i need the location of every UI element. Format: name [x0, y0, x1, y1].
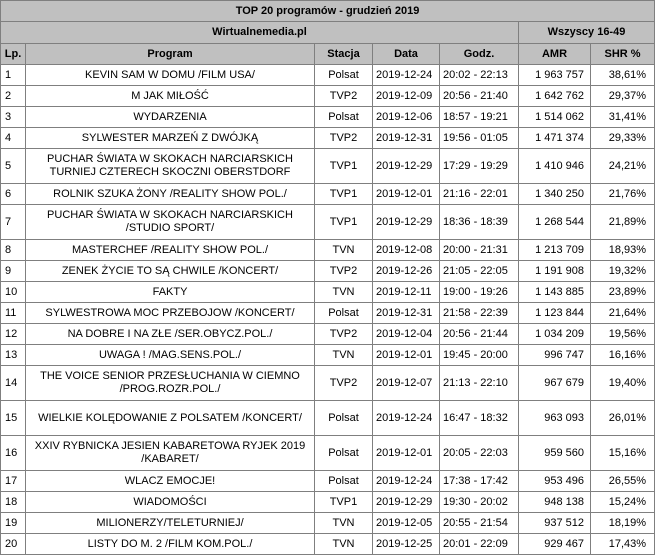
cell-time: 20:55 - 21:54 [440, 513, 519, 534]
cell-lp: 15 [1, 401, 26, 436]
table-row [1, 513, 655, 534]
cell-date: 2019-12-31 [373, 128, 440, 149]
cell-time: 20:56 - 21:40 [440, 86, 519, 107]
cell-station: Polsat [315, 436, 373, 471]
table-row [1, 492, 655, 513]
cell-amr: 948 138 [519, 492, 591, 513]
cell-date: 2019-12-05 [373, 513, 440, 534]
cell-lp: 14 [1, 366, 26, 401]
cell-shr: 21,76% [591, 184, 655, 205]
cell-time: 19:00 - 19:26 [440, 282, 519, 303]
cell-lp: 8 [1, 240, 26, 261]
cell-lp: 10 [1, 282, 26, 303]
column-header-station: Stacja [315, 44, 373, 65]
cell-amr: 1 410 946 [519, 149, 591, 184]
cell-shr: 19,40% [591, 366, 655, 401]
cell-time: 17:38 - 17:42 [440, 471, 519, 492]
cell-shr: 23,89% [591, 282, 655, 303]
cell-lp: 7 [1, 205, 26, 240]
cell-amr: 1 471 374 [519, 128, 591, 149]
cell-lp: 6 [1, 184, 26, 205]
table-row [1, 324, 655, 345]
target-group-label: Wszyscy 16-49 [519, 22, 655, 44]
table-row [1, 282, 655, 303]
table-row [1, 401, 655, 436]
cell-time: 17:29 - 19:29 [440, 149, 519, 184]
column-header-program: Program [26, 44, 315, 65]
cell-station: TVN [315, 282, 373, 303]
cell-shr: 15,24% [591, 492, 655, 513]
cell-date: 2019-12-07 [373, 366, 440, 401]
cell-shr: 29,33% [591, 128, 655, 149]
cell-lp: 13 [1, 345, 26, 366]
cell-station: TVP1 [315, 205, 373, 240]
cell-program: SYLWESTROWA MOC PRZEBOJOW /KONCERT/ [26, 303, 315, 324]
cell-program: KEVIN SAM W DOMU /FILM USA/ [26, 65, 315, 86]
cell-station: TVP2 [315, 86, 373, 107]
cell-date: 2019-12-24 [373, 471, 440, 492]
column-header-time: Godz. [440, 44, 519, 65]
cell-amr: 967 679 [519, 366, 591, 401]
cell-date: 2019-12-26 [373, 261, 440, 282]
cell-date: 2019-12-01 [373, 345, 440, 366]
cell-amr: 1 213 709 [519, 240, 591, 261]
cell-lp: 2 [1, 86, 26, 107]
cell-amr: 1 514 062 [519, 107, 591, 128]
cell-lp: 4 [1, 128, 26, 149]
cell-program: WLACZ EMOCJE! [26, 471, 315, 492]
cell-time: 21:16 - 22:01 [440, 184, 519, 205]
cell-date: 2019-12-01 [373, 436, 440, 471]
cell-program: M JAK MIŁOŚĆ [26, 86, 315, 107]
cell-program: WYDARZENIA [26, 107, 315, 128]
cell-lp: 20 [1, 534, 26, 555]
cell-station: Polsat [315, 107, 373, 128]
cell-amr: 996 747 [519, 345, 591, 366]
table-row [1, 261, 655, 282]
cell-amr: 959 560 [519, 436, 591, 471]
cell-shr: 26,55% [591, 471, 655, 492]
column-header-shr: SHR % [591, 44, 655, 65]
cell-time: 20:00 - 21:31 [440, 240, 519, 261]
cell-station: TVP1 [315, 149, 373, 184]
cell-date: 2019-12-29 [373, 149, 440, 184]
cell-amr: 1 642 762 [519, 86, 591, 107]
cell-shr: 19,56% [591, 324, 655, 345]
cell-date: 2019-12-29 [373, 205, 440, 240]
cell-station: Polsat [315, 65, 373, 86]
table-row [1, 128, 655, 149]
cell-program: UWAGA ! /MAG.SENS.POL./ [26, 345, 315, 366]
cell-station: TVP2 [315, 324, 373, 345]
cell-shr: 15,16% [591, 436, 655, 471]
cell-amr: 929 467 [519, 534, 591, 555]
cell-date: 2019-12-25 [373, 534, 440, 555]
column-header-amr: AMR [519, 44, 591, 65]
cell-shr: 18,93% [591, 240, 655, 261]
cell-date: 2019-12-01 [373, 184, 440, 205]
cell-lp: 5 [1, 149, 26, 184]
cell-time: 20:01 - 22:09 [440, 534, 519, 555]
cell-lp: 1 [1, 65, 26, 86]
cell-time: 18:36 - 18:39 [440, 205, 519, 240]
cell-program: LISTY DO M. 2 /FILM KOM.POL./ [26, 534, 315, 555]
cell-shr: 31,41% [591, 107, 655, 128]
cell-program: ROLNIK SZUKA ŻONY /REALITY SHOW POL./ [26, 184, 315, 205]
column-header-lp: Lp. [1, 44, 26, 65]
cell-station: Polsat [315, 303, 373, 324]
cell-date: 2019-12-31 [373, 303, 440, 324]
cell-shr: 24,21% [591, 149, 655, 184]
cell-shr: 18,19% [591, 513, 655, 534]
cell-time: 20:05 - 22:03 [440, 436, 519, 471]
cell-date: 2019-12-06 [373, 107, 440, 128]
cell-station: TVP2 [315, 366, 373, 401]
cell-station: TVP1 [315, 492, 373, 513]
cell-amr: 1 963 757 [519, 65, 591, 86]
cell-time: 21:13 - 22:10 [440, 366, 519, 401]
cell-lp: 16 [1, 436, 26, 471]
cell-date: 2019-12-24 [373, 401, 440, 436]
table-row [1, 86, 655, 107]
cell-station: TVN [315, 534, 373, 555]
cell-amr: 1 191 908 [519, 261, 591, 282]
table-row [1, 184, 655, 205]
cell-station: Polsat [315, 401, 373, 436]
source-label: Wirtualnemedia.pl [1, 22, 519, 44]
table-row [1, 436, 655, 471]
cell-shr: 16,16% [591, 345, 655, 366]
cell-station: TVN [315, 345, 373, 366]
table-row [1, 205, 655, 240]
table-row [1, 149, 655, 184]
cell-amr: 937 512 [519, 513, 591, 534]
table-row [1, 240, 655, 261]
cell-time: 19:45 - 20:00 [440, 345, 519, 366]
cell-time: 16:47 - 18:32 [440, 401, 519, 436]
cell-program: SYLWESTER MARZEŃ Z DWÓJKĄ [26, 128, 315, 149]
cell-program: MILIONERZY/TELETURNIEJ/ [26, 513, 315, 534]
cell-time: 20:56 - 21:44 [440, 324, 519, 345]
table-row [1, 534, 655, 555]
cell-shr: 26,01% [591, 401, 655, 436]
cell-lp: 9 [1, 261, 26, 282]
cell-program: FAKTY [26, 282, 315, 303]
cell-lp: 12 [1, 324, 26, 345]
cell-shr: 21,64% [591, 303, 655, 324]
cell-amr: 1 340 250 [519, 184, 591, 205]
table-row [1, 65, 655, 86]
cell-program: MASTERCHEF /REALITY SHOW POL./ [26, 240, 315, 261]
cell-time: 20:02 - 22:13 [440, 65, 519, 86]
cell-date: 2019-12-24 [373, 65, 440, 86]
cell-time: 21:05 - 22:05 [440, 261, 519, 282]
cell-station: TVN [315, 513, 373, 534]
cell-program: NA DOBRE I NA ZŁE /SER.OBYCZ.POL./ [26, 324, 315, 345]
cell-amr: 963 093 [519, 401, 591, 436]
cell-shr: 29,37% [591, 86, 655, 107]
cell-lp: 17 [1, 471, 26, 492]
cell-date: 2019-12-04 [373, 324, 440, 345]
table-row [1, 107, 655, 128]
cell-time: 18:57 - 19:21 [440, 107, 519, 128]
cell-shr: 17,43% [591, 534, 655, 555]
column-header-date: Data [373, 44, 440, 65]
cell-program: THE VOICE SENIOR PRZESŁUCHANIA W CIEMNO /PROG.ROZR.POL./ [26, 366, 315, 401]
cell-shr: 19,32% [591, 261, 655, 282]
cell-amr: 1 123 844 [519, 303, 591, 324]
cell-program: WIELKIE KOLĘDOWANIE Z POLSATEM /KONCERT/ [26, 401, 315, 436]
cell-station: TVP2 [315, 261, 373, 282]
table-row [1, 471, 655, 492]
table-row [1, 366, 655, 401]
cell-date: 2019-12-11 [373, 282, 440, 303]
cell-station: Polsat [315, 471, 373, 492]
cell-lp: 18 [1, 492, 26, 513]
cell-station: TVP1 [315, 184, 373, 205]
cell-time: 19:56 - 01:05 [440, 128, 519, 149]
cell-station: TVN [315, 240, 373, 261]
cell-time: 21:58 - 22:39 [440, 303, 519, 324]
cell-date: 2019-12-09 [373, 86, 440, 107]
cell-time: 19:30 - 20:02 [440, 492, 519, 513]
cell-lp: 19 [1, 513, 26, 534]
table-row [1, 345, 655, 366]
cell-lp: 11 [1, 303, 26, 324]
cell-program: WIADOMOŚCI [26, 492, 315, 513]
table-row [1, 303, 655, 324]
cell-amr: 1 268 544 [519, 205, 591, 240]
table-title: TOP 20 programów - grudzień 2019 [1, 1, 655, 22]
cell-shr: 21,89% [591, 205, 655, 240]
cell-date: 2019-12-08 [373, 240, 440, 261]
cell-lp: 3 [1, 107, 26, 128]
cell-amr: 953 496 [519, 471, 591, 492]
cell-station: TVP2 [315, 128, 373, 149]
cell-shr: 38,61% [591, 65, 655, 86]
cell-program: PUCHAR ŚWIATA W SKOKACH NARCIARSKICH /STUDIO SPORT/ [26, 205, 315, 240]
cell-amr: 1 143 885 [519, 282, 591, 303]
cell-program: ZENEK ŻYCIE TO SĄ CHWILE /KONCERT/ [26, 261, 315, 282]
cell-amr: 1 034 209 [519, 324, 591, 345]
cell-program: PUCHAR ŚWIATA W SKOKACH NARCIARSKICH TURNIEJ CZTERECH SKOCZNI OBERSTDORF [26, 149, 315, 184]
cell-date: 2019-12-29 [373, 492, 440, 513]
cell-program: XXIV RYBNICKA JESIEN KABARETOWA RYJEK 2019 /KABARET/ [26, 436, 315, 471]
